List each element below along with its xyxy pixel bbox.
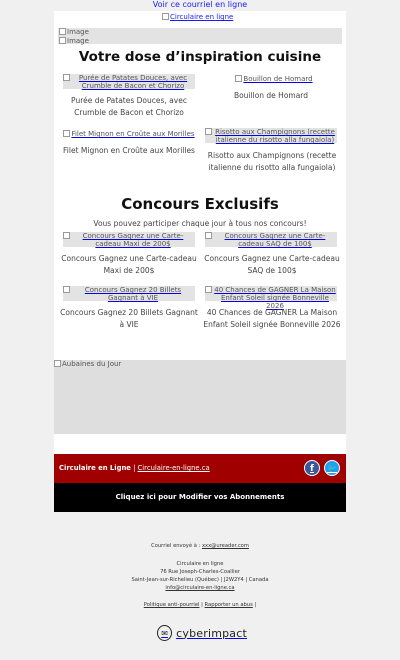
- recipe-alt-3: Filet Mignon en Croûte aux Morilles: [71, 130, 195, 138]
- facebook-icon[interactable]: f: [304, 460, 320, 476]
- logo-link[interactable]: [162, 13, 233, 21]
- contest-alt-1: Concours Gagnez une Carte-cadeau Maxi de 200$: [82, 232, 184, 248]
- cyberimpact-logo[interactable]: [157, 624, 247, 642]
- broken-image-icon: [63, 74, 70, 81]
- broken-image-icon: [59, 28, 66, 35]
- banner-image: [58, 28, 342, 44]
- section-title-inspiration: Votre dose d’inspiration cuisine: [78, 49, 322, 65]
- recipe-caption-2[interactable]: Bouillon de Homard: [233, 91, 309, 100]
- brand-bar: [54, 454, 346, 483]
- deals-image[interactable]: [54, 360, 346, 434]
- recipe-image-1[interactable]: [63, 74, 195, 89]
- brand-site-link[interactable]: Circulaire-en-ligne.ca: [137, 464, 210, 472]
- recipe-image-2[interactable]: [208, 75, 340, 85]
- broken-image-icon: [63, 286, 70, 293]
- contest-image-2[interactable]: [205, 232, 337, 247]
- view-online-link[interactable]: Voir ce courriel en ligne: [152, 0, 248, 9]
- contest-image-3[interactable]: [63, 286, 195, 301]
- recipe-image-4[interactable]: [205, 128, 337, 143]
- broken-image-icon: [63, 130, 70, 137]
- broken-image-icon: [235, 75, 242, 82]
- company-email[interactable]: info@circulaire-en-ligne.ca: [165, 585, 235, 591]
- contest-alt-4: 40 Chances de GAGNER La Maison Enfant Soleil signée Bonneville 2026: [214, 286, 336, 310]
- sent-to-email[interactable]: xxx@ureader.com: [201, 543, 249, 549]
- broken-image-icon: [205, 232, 212, 239]
- cyberimpact-icon: ✉: [157, 625, 172, 641]
- subscriptions-bar: [54, 483, 346, 512]
- modify-subscriptions-link[interactable]: Cliquez ici pour Modifier vos Abonnements: [115, 493, 285, 501]
- brand-separator: |: [133, 464, 136, 472]
- recipe-caption-1[interactable]: Purée de Patates Douces, avec Crumble de Bacon et Chorizo: [71, 96, 187, 117]
- company-name: Circulaire en ligne: [176, 561, 224, 567]
- cyberimpact-wordmark: cyberimpact: [176, 626, 247, 640]
- recipe-caption-3[interactable]: Filet Mignon en Croûte aux Morilles: [63, 146, 195, 155]
- contest-caption-2[interactable]: Concours Gagnez une Carte-cadeau SAQ de 100$: [204, 254, 340, 275]
- footer-links: [0, 601, 400, 609]
- contest-caption-1[interactable]: Concours Gagnez une Carte-cadeau Maxi de 200$: [61, 254, 197, 275]
- brand-text: [59, 464, 210, 472]
- report-abuse-link[interactable]: Rapporter un abus: [204, 602, 253, 608]
- email-body: [54, 11, 346, 512]
- section-title-contests: Concours Exclusifs: [121, 195, 279, 213]
- sent-to-label: Courriel envoyé à :: [151, 543, 201, 549]
- broken-image-icon: [59, 37, 66, 44]
- recipe-caption-4[interactable]: Risotto aux Champignons (recette italienne du risotto alla fungaiola): [207, 151, 337, 172]
- twitter-icon[interactable]: 🐦: [324, 460, 340, 476]
- footer-sep-2: |: [254, 602, 257, 608]
- broken-image-icon: [54, 360, 61, 367]
- broken-image-icon: [162, 13, 169, 20]
- banner-alt-1: Image: [67, 28, 89, 36]
- banner-image-1: [59, 28, 343, 36]
- broken-image-icon: [63, 232, 70, 239]
- broken-image-icon: [205, 286, 212, 293]
- view-online-bar: [0, 0, 400, 10]
- antispam-policy-link[interactable]: Politique anti-pourriel: [143, 602, 200, 608]
- contest-image-1[interactable]: [63, 232, 195, 247]
- company-street: 76 Rue Joseph-Charles-Coallier: [160, 569, 240, 575]
- contest-image-4[interactable]: [205, 286, 337, 310]
- contest-caption-3[interactable]: Concours Gagnez 20 Billets Gagnant à VIE: [60, 308, 198, 329]
- banner-alt-2: Image: [67, 37, 89, 45]
- contest-caption-4[interactable]: 40 Chances de GAGNER La Maison Enfant Soleil signée Bonneville 2026: [203, 308, 341, 329]
- recipe-alt-2: Bouillon de Homard: [243, 75, 313, 83]
- deals-alt: Aubaines du Jour: [62, 360, 122, 368]
- sent-to-line: [0, 542, 400, 550]
- broken-image-icon: [205, 128, 212, 135]
- logo-alt-text: Circulaire en ligne: [170, 13, 234, 21]
- recipe-image-3[interactable]: [63, 130, 195, 140]
- contests-subtitle: Vous pouvez participer chaque jour à tous nos concours!: [93, 219, 307, 228]
- banner-image-2: [59, 37, 343, 45]
- footer-sep-1: |: [201, 602, 203, 608]
- company-address: [0, 560, 400, 592]
- company-city: Saint-Jean-sur-Richelieu (Québec) | J2W2Y4 | Canada: [131, 577, 269, 583]
- recipe-alt-4: Risotto aux Champignons (recette italienne du risotto alla fungaiola): [215, 128, 335, 144]
- contest-alt-2: Concours Gagnez une Carte-cadeau SAQ de 100$: [224, 232, 326, 248]
- contest-alt-3: Concours Gagnez 20 Billets Gagnant à VIE: [84, 286, 182, 302]
- brand-name: Circulaire en Ligne: [59, 464, 131, 472]
- recipe-alt-1: Purée de Patates Douces, avec Crumble de Bacon et Chorizo: [78, 74, 188, 90]
